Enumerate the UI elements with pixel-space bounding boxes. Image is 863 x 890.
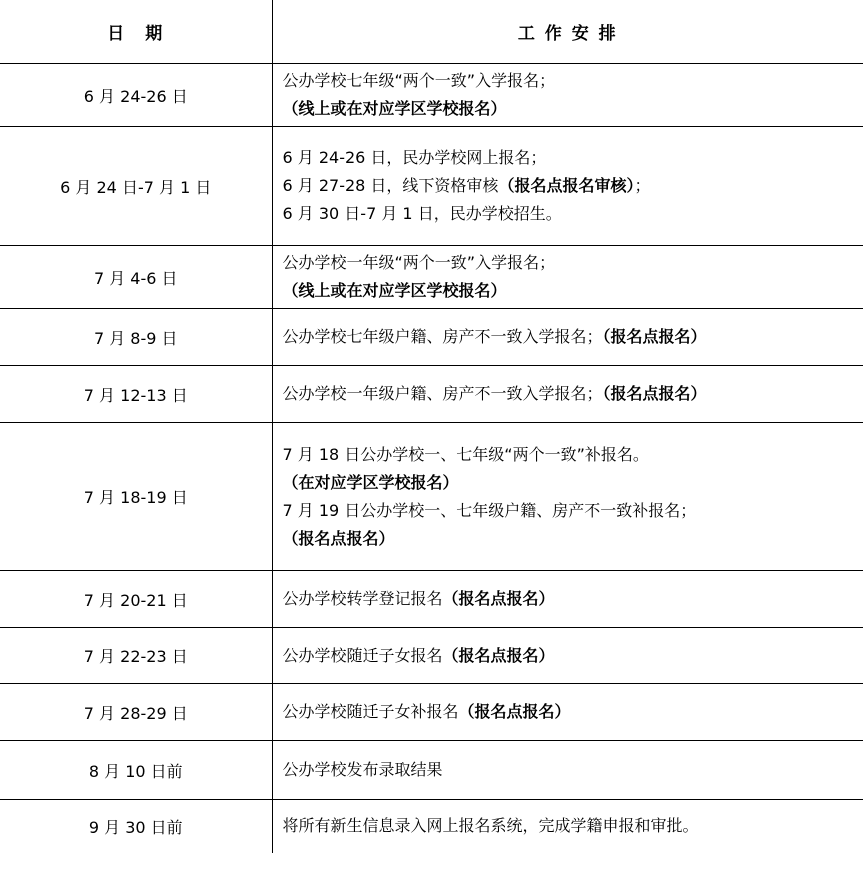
date-cell: 7 月 4-6 日: [0, 246, 272, 309]
registration-note-bold: （在对应学区学校报名）: [282, 472, 459, 492]
table-row: [0, 628, 863, 684]
work-text: 公办学校随迁子女报名: [282, 645, 443, 665]
date-cell: 7 月 20-21 日: [0, 571, 272, 628]
work-text: ；: [634, 176, 651, 195]
table-row: [0, 366, 863, 423]
date-cell: 8 月 10 日前: [0, 741, 272, 800]
registration-note-bold: （报名点报名）: [282, 528, 395, 548]
work-line: [283, 323, 863, 351]
date-cell: 7 月 8-9 日: [0, 309, 272, 366]
work-text: 公办学校发布录取结果: [282, 760, 443, 779]
work-cell: [272, 571, 863, 628]
header-row: [0, 0, 863, 64]
table-row: [0, 423, 863, 571]
table-row: [0, 800, 863, 853]
work-text: 公办学校随迁子女补报名: [282, 702, 459, 721]
table-row: [0, 571, 863, 628]
work-cell: [272, 64, 863, 127]
date-cell: 7 月 12-13 日: [0, 366, 272, 423]
work-text: 7 月 19 日公办学校一、七年级户籍、房产不一致补报名；: [282, 500, 697, 520]
registration-note-bold: （报名点报名）: [442, 589, 555, 608]
date-cell: 9 月 30 日前: [0, 800, 272, 853]
work-text: 将所有新生信息录入网上报名系统，完成学籍申报和审批。: [282, 816, 699, 836]
work-column-header: 工 作 安 排: [517, 24, 618, 44]
registration-note-bold: （报名点报名）: [458, 702, 571, 721]
registration-note-bold: （报名点报名审核）: [498, 176, 635, 195]
work-line: [283, 144, 863, 172]
work-cell: [272, 309, 863, 366]
work-line: [283, 249, 863, 277]
work-text: 公办学校七年级“两个一致”入学报名；: [282, 71, 556, 90]
table-row: [0, 741, 863, 800]
work-line: [283, 497, 863, 525]
table-row: [0, 246, 863, 309]
work-cell: [272, 366, 863, 423]
work-line: [283, 380, 863, 408]
work-line: [283, 200, 863, 228]
registration-note-bold: （报名点报名）: [602, 327, 707, 346]
work-line: [283, 698, 863, 726]
work-text: 公办学校转学登记报名: [282, 589, 443, 608]
work-text: 6 月 27-28 日，线下资格审核: [282, 176, 499, 195]
table-row: [0, 64, 863, 127]
work-text: 公办学校七年级户籍、房产不一致入学报名；: [282, 327, 603, 346]
registration-note-bold: （报名点报名）: [442, 645, 555, 665]
work-cell: [272, 423, 863, 571]
work-line: [283, 812, 863, 840]
work-text: 7 月 18 日公办学校一、七年级“两个一致”补报名。: [282, 444, 649, 464]
work-cell: [272, 628, 863, 684]
work-line: [283, 95, 863, 123]
table-row: [0, 309, 863, 366]
work-text: 公办学校一年级户籍、房产不一致入学报名；: [282, 384, 603, 403]
date-cell: 7 月 28-29 日: [0, 684, 272, 741]
date-cell: 7 月 18-19 日: [0, 423, 272, 571]
work-line: [283, 172, 863, 200]
work-line: [283, 277, 863, 305]
work-text: 公办学校一年级“两个一致”入学报名；: [282, 253, 556, 272]
work-cell: [272, 684, 863, 741]
work-line: [283, 756, 863, 784]
work-line: [283, 441, 863, 469]
work-text: 6 月 30 日-7 月 1 日，民办学校招生。: [282, 204, 562, 223]
table-row: [0, 127, 863, 246]
date-cell: 6 月 24 日-7 月 1 日: [0, 127, 272, 246]
date-cell: 6 月 24-26 日: [0, 64, 272, 127]
registration-note-bold: （线上或在对应学区学校报名）: [282, 281, 507, 300]
work-text: 6 月 24-26 日，民办学校网上报名；: [282, 148, 547, 167]
date-cell: 7 月 22-23 日: [0, 628, 272, 684]
date-column-header: 日 期: [0, 0, 272, 64]
registration-note-bold: （报名点报名）: [602, 384, 707, 403]
work-cell: [272, 800, 863, 853]
work-line: [283, 585, 863, 613]
table-row: [0, 684, 863, 741]
work-cell: [272, 246, 863, 309]
work-line: [283, 525, 863, 553]
work-cell: [272, 741, 863, 800]
work-line: [283, 67, 863, 95]
registration-note-bold: （线上或在对应学区学校报名）: [282, 99, 507, 118]
work-line: [283, 469, 863, 497]
work-line: [283, 642, 863, 670]
work-cell: [272, 127, 863, 246]
